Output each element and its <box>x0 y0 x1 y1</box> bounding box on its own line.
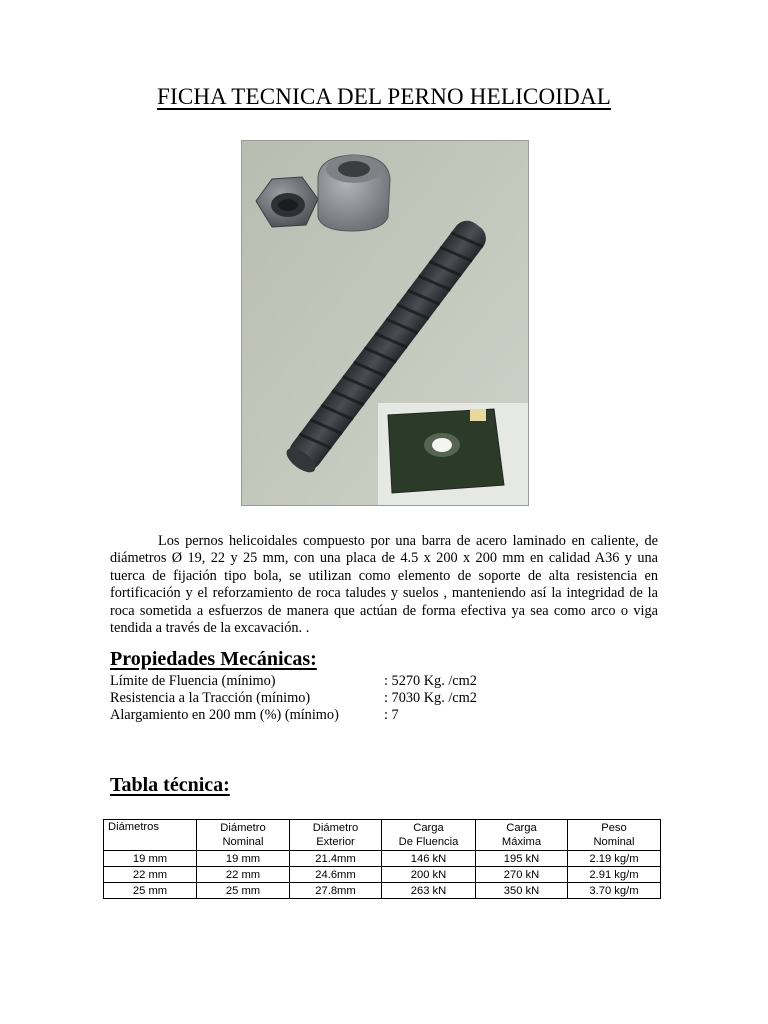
column-header: Peso Nominal <box>568 820 661 851</box>
table-cell: 200 kN <box>382 867 476 883</box>
table-cell: 146 kN <box>382 851 476 867</box>
properties-heading: Propiedades Mecánicas: <box>110 648 317 670</box>
column-header: Carga Máxima <box>476 820 568 851</box>
table-cell: 27.8mm <box>290 883 382 899</box>
table-cell: 19 mm <box>197 851 290 867</box>
property-value: : 5270 Kg. /cm2 <box>384 673 477 689</box>
table-cell: 350 kN <box>476 883 568 899</box>
table-row <box>104 851 661 867</box>
property-row <box>110 673 630 690</box>
property-label: Resistencia a la Tracción (mínimo) <box>110 690 311 706</box>
property-label: Alargamiento en 200 mm (%) (mínimo) <box>110 707 339 723</box>
intro-paragraph: Los pernos helicoidales compuesto por una barra de acero laminado en caliente, de diámetros Ø 19, 22 y 25 mm, con una placa de 4.5 x 200 x 200 mm en calidad A36 y una tuerca de fijación tipo bola, se utilizan como elemento de soporte de alta resistencia en fortificación y el reforzamiento de roca taludes y suelos , manteniendo así la integridad de la roca sometida a esfuerzos de manera que actúan de forma efectiva ya sea como arco o viga tendida a través de la excavación. . <box>110 533 658 637</box>
column-header: Diámetros <box>104 820 197 851</box>
table-header-row <box>104 820 661 851</box>
table-cell: 21.4mm <box>290 851 382 867</box>
table-cell: 2.91 kg/m <box>568 867 661 883</box>
table-heading: Tabla técnica: <box>110 774 230 796</box>
table-cell: 25 mm <box>104 883 197 899</box>
column-header: Carga De Fluencia <box>382 820 476 851</box>
property-value: : 7030 Kg. /cm2 <box>384 690 477 706</box>
table-cell: 263 kN <box>382 883 476 899</box>
nut-right <box>318 155 390 231</box>
table-cell: 2.19 kg/m <box>568 851 661 867</box>
table-cell: 195 kN <box>476 851 568 867</box>
table-row <box>104 883 661 899</box>
column-header: Diámetro Exterior <box>290 820 382 851</box>
table-cell: 19 mm <box>104 851 197 867</box>
table-cell: 3.70 kg/m <box>568 883 661 899</box>
table-cell: 22 mm <box>104 867 197 883</box>
table-row <box>104 867 661 883</box>
property-label: Límite de Fluencia (mínimo) <box>110 673 276 689</box>
table-cell: 25 mm <box>197 883 290 899</box>
property-value: : 7 <box>384 707 399 723</box>
table-cell: 22 mm <box>197 867 290 883</box>
page-title: FICHA TECNICA DEL PERNO HELICOIDAL <box>156 84 612 109</box>
bearing-plate <box>378 403 528 505</box>
product-photo <box>241 140 529 506</box>
properties-list <box>110 673 630 724</box>
property-row <box>110 707 630 724</box>
technical-table <box>103 819 661 899</box>
property-row <box>110 690 630 707</box>
column-header: Diámetro Nominal <box>197 820 290 851</box>
table-cell: 270 kN <box>476 867 568 883</box>
table-cell: 24.6mm <box>290 867 382 883</box>
